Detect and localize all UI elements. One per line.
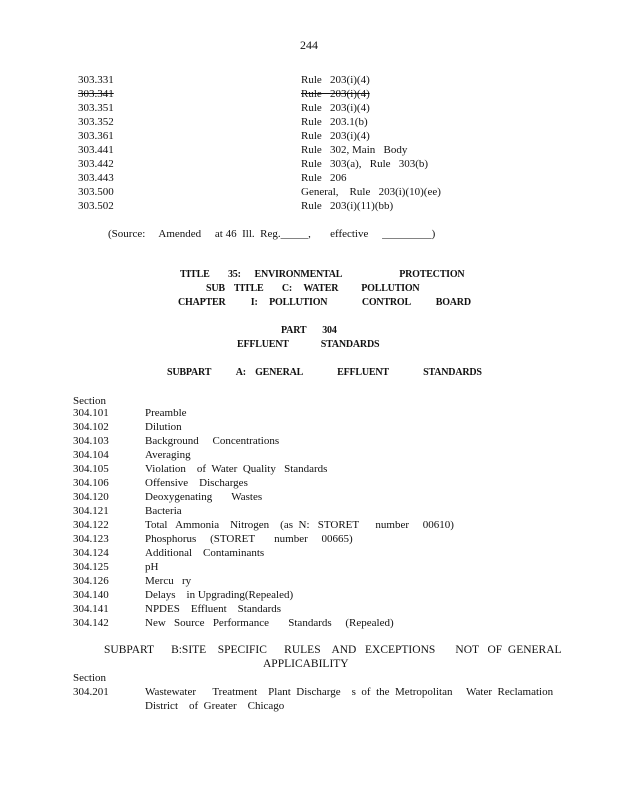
rule-map-rule: Rule 302, Main Body	[301, 144, 408, 156]
section-number: 304.103	[73, 435, 109, 447]
section-number: 304.124	[73, 547, 109, 559]
subpart-b-heading-cont: APPLICABILITY	[263, 658, 349, 670]
section-title: Violation of Water Quality Standards	[145, 463, 328, 475]
section-number: 304.121	[73, 505, 109, 517]
section-title: Bacteria	[145, 505, 182, 517]
subpart-a-heading: SUBPART A: GENERAL EFFLUENT STANDARDS	[167, 367, 482, 378]
section-number: 304.123	[73, 533, 109, 545]
rule-map-rule: Rule 203(i)(4)	[301, 74, 370, 86]
section-number: 304.105	[73, 463, 109, 475]
section-title: Total Ammonia Nitrogen (as N: STORET number 00610)	[145, 519, 454, 531]
rule-map-rule: Rule 206	[301, 172, 347, 184]
section-number: 304.201	[73, 686, 109, 698]
rule-map-section: 303.341	[78, 88, 114, 100]
rule-map-section: 303.351	[78, 102, 114, 114]
rule-map-section: 303.502	[78, 200, 114, 212]
section-number: 304.125	[73, 561, 109, 573]
rule-map-rule: Rule 203(i)(4)	[301, 130, 370, 142]
section-title: Mercu ry	[145, 575, 192, 587]
section-number: 304.122	[73, 519, 109, 531]
rule-map-rule: Rule 203(i)(4)	[301, 88, 370, 100]
section-number: 304.140	[73, 589, 109, 601]
subpart-b-heading: SUBPART B:SITE SPECIFIC RULES AND EXCEPTIONS NOT OF GENERAL	[104, 644, 562, 656]
section-number: 304.104	[73, 449, 109, 461]
subtitle-heading: SUB TITLE C: WATER POLLUTION	[206, 283, 420, 294]
section-number: 304.142	[73, 617, 109, 629]
page-number: 244	[300, 38, 318, 52]
section-title-cont: District of Greater Chicago	[145, 700, 285, 712]
rule-map-section: 303.361	[78, 130, 114, 142]
section-title: New Source Performance Standards (Repealed)	[145, 617, 394, 629]
part-name-heading: EFFLUENT STANDARDS	[237, 339, 380, 350]
section-title: Delays in Upgrading(Repealed)	[145, 589, 294, 601]
section-title: Dilution	[145, 421, 182, 433]
source-note: (Source: Amended at 46 Ill. Reg._____, effective _________)	[108, 228, 436, 240]
rule-map-rule: Rule 303(a), Rule 303(b)	[301, 158, 429, 170]
section-title: Averaging	[145, 449, 191, 461]
section-label: Section	[73, 395, 106, 407]
section-title: Wastewater Treatment Plant Discharge s of the Metropolitan Water Reclamation	[145, 686, 554, 698]
section-number: 304.120	[73, 491, 109, 503]
chapter-heading: CHAPTER I: POLLUTION CONTROL BOARD	[178, 297, 471, 308]
section-title: NPDES Effluent Standards	[145, 603, 282, 615]
rule-map-section: 303.442	[78, 158, 114, 170]
section-title: Preamble	[145, 407, 187, 419]
rule-map-rule: Rule 203.1(b)	[301, 116, 368, 128]
rule-map-section: 303.441	[78, 144, 114, 156]
section-title: Deoxygenating Wastes	[145, 491, 263, 503]
title-heading: TITLE 35: ENVIRONMENTAL PROTECTION	[180, 269, 465, 280]
section-title: Background Concentrations	[145, 435, 280, 447]
part-heading: PART 304	[281, 325, 337, 336]
rule-map-section: 303.500	[78, 186, 114, 198]
section-number: 304.141	[73, 603, 109, 615]
rule-map-section: 303.443	[78, 172, 114, 184]
section-title: pH	[145, 561, 159, 573]
section-number: 304.101	[73, 407, 109, 419]
section-label-b: Section	[73, 672, 106, 684]
section-title: Phosphorus (STORET number 00665)	[145, 533, 353, 545]
section-number: 304.102	[73, 421, 109, 433]
rule-map-rule: General, Rule 203(i)(10)(ee)	[301, 186, 441, 198]
rule-map-rule: Rule 203(i)(11)(bb)	[301, 200, 394, 212]
rule-map-section: 303.331	[78, 74, 114, 86]
section-title: Additional Contaminants	[145, 547, 265, 559]
section-title: Offensive Discharges	[145, 477, 248, 489]
section-number: 304.126	[73, 575, 109, 587]
section-number: 304.106	[73, 477, 109, 489]
rule-map-rule: Rule 203(i)(4)	[301, 102, 370, 114]
rule-map-section: 303.352	[78, 116, 114, 128]
